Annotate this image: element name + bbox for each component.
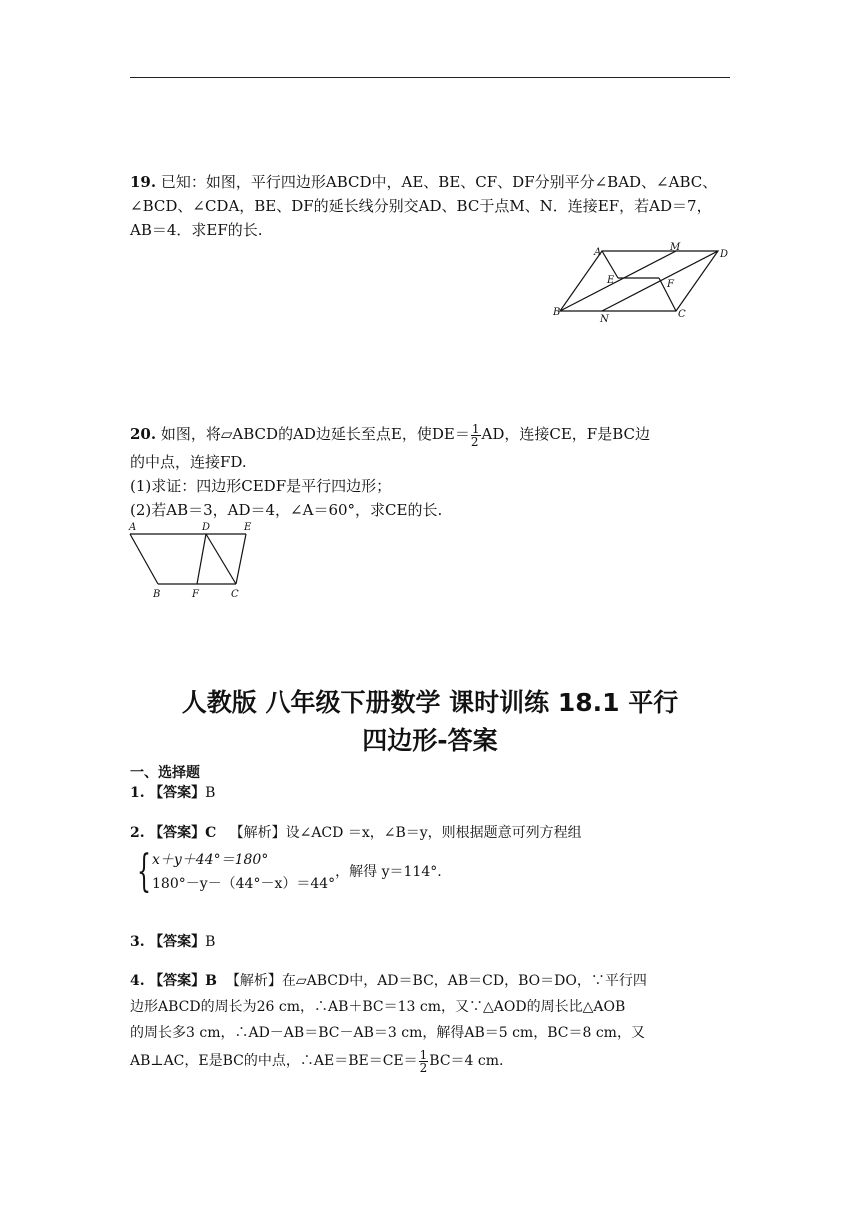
answer-4-line-4: AB⊥AC，E是BC的中点，∴AE＝BE＝CE＝ $\frac{1}{2}$ BC＝4 cm. xyxy=(130,1047,504,1075)
answer-1: 1. 【答案】B xyxy=(130,785,216,801)
question-20 xyxy=(130,418,730,522)
answers-title xyxy=(130,684,730,760)
q20-line-4: (2)若AB＝3，AD＝4，∠A＝60°，求CE的长. xyxy=(130,501,443,519)
equation-2: 180°－y－（44°－x）＝44° xyxy=(152,876,336,892)
q19-label-B: B xyxy=(553,307,561,318)
q19-line-1: 19. 已知：如图，平行四边形ABCD中，AE、BE、CF、DF分别平分∠BAD、∠ABC、 xyxy=(130,173,718,191)
q20-fraction: $\frac{1}{2}$ xyxy=(470,421,480,449)
q20-line-3: (1)求证：四边形CEDF是平行四边形； xyxy=(130,477,392,495)
question-19 xyxy=(130,170,730,242)
q19-figure xyxy=(550,240,740,325)
answer-4-line-1: 4. 【答案】B 【解析】在▱ABCD中，AD＝BC，AB＝CD，BO＝DO，∵平行四 xyxy=(130,973,647,989)
q19-label-C: C xyxy=(678,309,686,320)
answers-title-line-1: 人教版 八年级下册数学 课时训练 18.1 平行 xyxy=(181,688,679,717)
q19-label-E: E xyxy=(607,275,615,286)
q20-line-2: 的中点，连接FD. xyxy=(130,453,247,471)
q20-figure xyxy=(126,518,266,603)
q20-label-B: B xyxy=(153,589,161,600)
q20-label-F: F xyxy=(192,589,199,600)
equation-system: { x＋y＋44°＝180° 180°－y－（44°－x）＝44° ，解得 y＝114°. xyxy=(137,846,442,897)
q19-label-A: A xyxy=(594,247,602,258)
answer-2 xyxy=(130,820,730,896)
brace-symbol: { xyxy=(137,846,151,897)
equation-1: x＋y＋44°＝180° xyxy=(152,852,269,868)
q20-label-D: D xyxy=(202,522,211,533)
header-rule xyxy=(130,77,730,78)
q19-label-F: F xyxy=(667,279,674,290)
a4-fraction: $\frac{1}{2}$ xyxy=(419,1047,428,1075)
answer-4-line-2: 边形ABCD的周长为26 cm，∴AB＋BC＝13 cm，又∵△AOD的周长比△AOB xyxy=(130,999,626,1015)
answer-4-line-3: 的周长多3 cm，∴AD－AB＝BC－AB＝3 cm，解得AB＝5 cm，BC＝8 cm，又 xyxy=(130,1025,645,1041)
q20-line-1: 20. 如图，将▱ABCD的AD边延长至点E，使DE＝ $\frac{1}{2}$ AD，连接CE，F是BC边 xyxy=(130,421,650,449)
q19-label-N: N xyxy=(600,314,609,325)
answer-3: 3. 【答案】B xyxy=(130,934,216,950)
q20-label-E: E xyxy=(244,522,252,533)
q19-label-D: D xyxy=(720,249,729,260)
answer-2-line-1: 2. 【答案】C 【解析】设∠ACD ＝x，∠B＝y，则根据题意可列方程组 xyxy=(130,825,582,841)
section-heading: 一、选择题 xyxy=(130,765,200,781)
q19-line-3: AB＝4．求EF的长. xyxy=(130,221,263,239)
q19-line-2: ∠BCD、∠CDA，BE、DF的延长线分别交AD、BC于点M、N．连接EF，若AD＝7， xyxy=(130,197,712,215)
answers-title-line-2: 四边形-答案 xyxy=(362,726,498,755)
q20-label-A: A xyxy=(129,522,137,533)
answer-4 xyxy=(130,968,730,1076)
q20-label-C: C xyxy=(231,589,239,600)
q19-label-M: M xyxy=(670,242,681,253)
